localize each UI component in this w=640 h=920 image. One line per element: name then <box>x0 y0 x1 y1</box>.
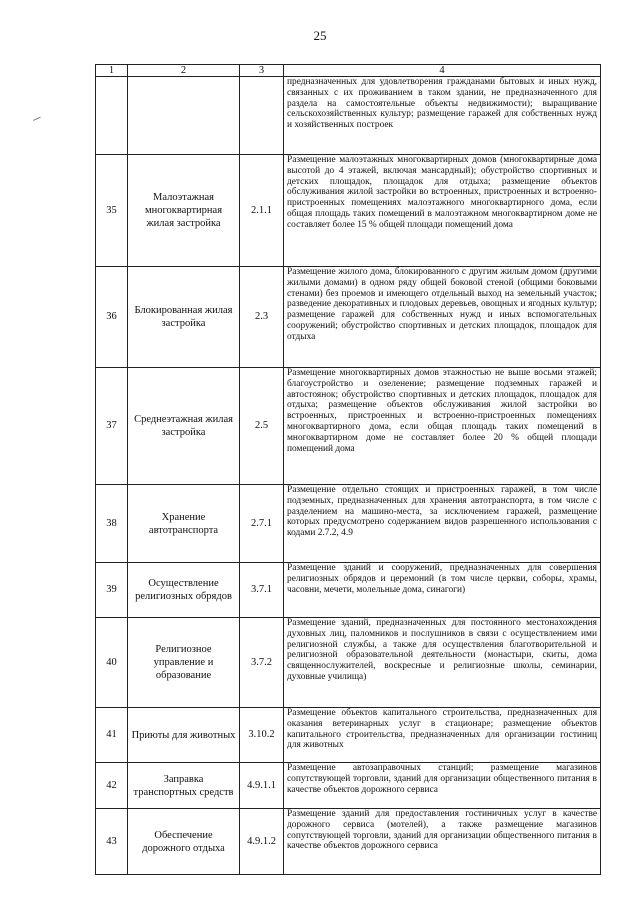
land-use-table <box>95 64 601 875</box>
row-number: 40 <box>96 618 128 708</box>
use-type-name: Религиозное управление и образование <box>128 618 240 708</box>
row-number: 43 <box>96 809 128 875</box>
use-type-description: Размещение жилого дома, блокированного с другим жилым домом (другими жилыми домами) в одном ряду общей боковой стеной (общими боковыми стенами) без проемов и имеющего отдельный выход на земельный участок; разведение декоративных и плодовых деревьев, овощных и ягодных культур; размещение гаражей для собственных нужд и иных вспомогательных сооружений; обустройство спортивных и детских площадок, площадок для отдыха <box>284 267 601 368</box>
table-row <box>96 485 601 563</box>
header-col-1: 1 <box>96 65 128 77</box>
use-type-description: Размещение зданий и сооружений, предназначенных для совершения религиозных обрядов и церемоний (в том числе церкви, соборы, храмы, часовни, мечети, молельные дома, синагоги) <box>284 563 601 618</box>
table-row <box>96 563 601 618</box>
use-type-name: Заправка транспортных средств <box>128 763 240 809</box>
use-type-description: предназначенных для удовлетворения гражданами бытовых и иных нужд, связанных с их проживанием в таком здании, не предназначенного для раздела на самостоятельные объекты недвижимости); выращивание сельскохозяйственных культур; размещение гаражей для собственных нужд и хозяйственных построек <box>284 77 601 155</box>
table-row <box>96 763 601 809</box>
use-type-name <box>128 77 240 155</box>
use-type-description: Размещение отдельно стоящих и пристроенных гаражей, в том числе подземных, предназначенных для хранения автотранспорта, в том числе с разделением на машино-места, за исключением гаражей, размещение которых предусмотрено содержанием видов разрешенного использования с кодами 2.7.2, 4.9 <box>284 485 601 563</box>
use-type-code: 2.5 <box>240 368 284 485</box>
use-type-description: Размещение зданий, предназначенных для постоянного местонахождения духовных лиц, паломников и послушников в связи с осуществлением ими религиозной службы, а также для осуществления благотворительной и религиозной образовательной деятельности (монастыри, скиты, дома священнослужителей, воскресные и религиозные школы, семинарии, духовные училища) <box>284 618 601 708</box>
table-row <box>96 267 601 368</box>
table-row <box>96 708 601 763</box>
row-number: 36 <box>96 267 128 368</box>
stray-pen-mark <box>33 117 43 126</box>
table-row <box>96 809 601 875</box>
row-number: 41 <box>96 708 128 763</box>
row-number <box>96 77 128 155</box>
use-type-description: Размещение зданий для предоставления гостиничных услуг в качестве дорожного сервиса (мотелей), а также размещение магазинов сопутствующей торговли, зданий для организации общественного питания в качестве объектов дорожного сервиса <box>284 809 601 875</box>
use-type-code: 3.7.1 <box>240 563 284 618</box>
use-type-description: Размещение многоквартирных домов этажностью не выше восьми этажей; благоустройство и озеленение; размещение подземных гаражей и автостоянок; обустройство спортивных и детских площадок, площадок для отдыха; размещение объектов обслуживания жилой застройки во встроенных, пристроенных и встроенно-пристроенных помещениях многоквартирного дома, если общая площадь таких помещений в многоквартирном доме не составляет более 20 % общей площади помещений дома <box>284 368 601 485</box>
table-header-row <box>96 65 601 77</box>
use-type-code: 4.9.1.1 <box>240 763 284 809</box>
use-type-name: Малоэтажная многоквартирная жилая застройка <box>128 155 240 267</box>
use-type-name: Блокированная жилая застройка <box>128 267 240 368</box>
row-number: 35 <box>96 155 128 267</box>
table-row <box>96 368 601 485</box>
header-col-4: 4 <box>284 65 601 77</box>
use-type-code: 3.7.2 <box>240 618 284 708</box>
table-row <box>96 155 601 267</box>
use-type-name: Осуществление религиозных обрядов <box>128 563 240 618</box>
use-type-code: 2.3 <box>240 267 284 368</box>
use-type-description: Размещение автозаправочных станций; размещение магазинов сопутствующей торговли, зданий для организации общественного питания в качестве объектов дорожного сервиса <box>284 763 601 809</box>
use-type-code: 3.10.2 <box>240 708 284 763</box>
row-number: 37 <box>96 368 128 485</box>
use-type-description: Размещение объектов капитального строительства, предназначенных для оказания ветеринарных услуг в стационаре; размещение объектов капитального строительства, предназначенных для организации гостиниц для животных <box>284 708 601 763</box>
use-type-name: Среднеэтажная жилая застройка <box>128 368 240 485</box>
row-number: 38 <box>96 485 128 563</box>
use-type-code: 2.1.1 <box>240 155 284 267</box>
use-type-name: Обеспечение дорожного отдыха <box>128 809 240 875</box>
use-type-description: Размещение малоэтажных многоквартирных домов (многоквартирные дома высотой до 4 этажей, включая мансардный); обустройство спортивных и детских площадок, площадок для отдыха; размещение объектов обслуживания жилой застройки во встроенных, пристроенных и встроенно-пристроенных помещениях малоэтажного многоквартирного дома, если общая площадь таких помещений в малоэтажном многоквартирном доме не составляет более 15 % общей площади помещений дома <box>284 155 601 267</box>
use-type-name: Приюты для животных <box>128 708 240 763</box>
table-row <box>96 77 601 155</box>
use-type-code: 2.7.1 <box>240 485 284 563</box>
page-number: 25 <box>313 28 327 43</box>
table-row <box>96 618 601 708</box>
row-number: 42 <box>96 763 128 809</box>
use-type-code: 4.9.1.2 <box>240 809 284 875</box>
header-col-3: 3 <box>240 65 284 77</box>
header-col-2: 2 <box>128 65 240 77</box>
row-number: 39 <box>96 563 128 618</box>
use-type-name: Хранение автотранспорта <box>128 485 240 563</box>
use-type-code <box>240 77 284 155</box>
